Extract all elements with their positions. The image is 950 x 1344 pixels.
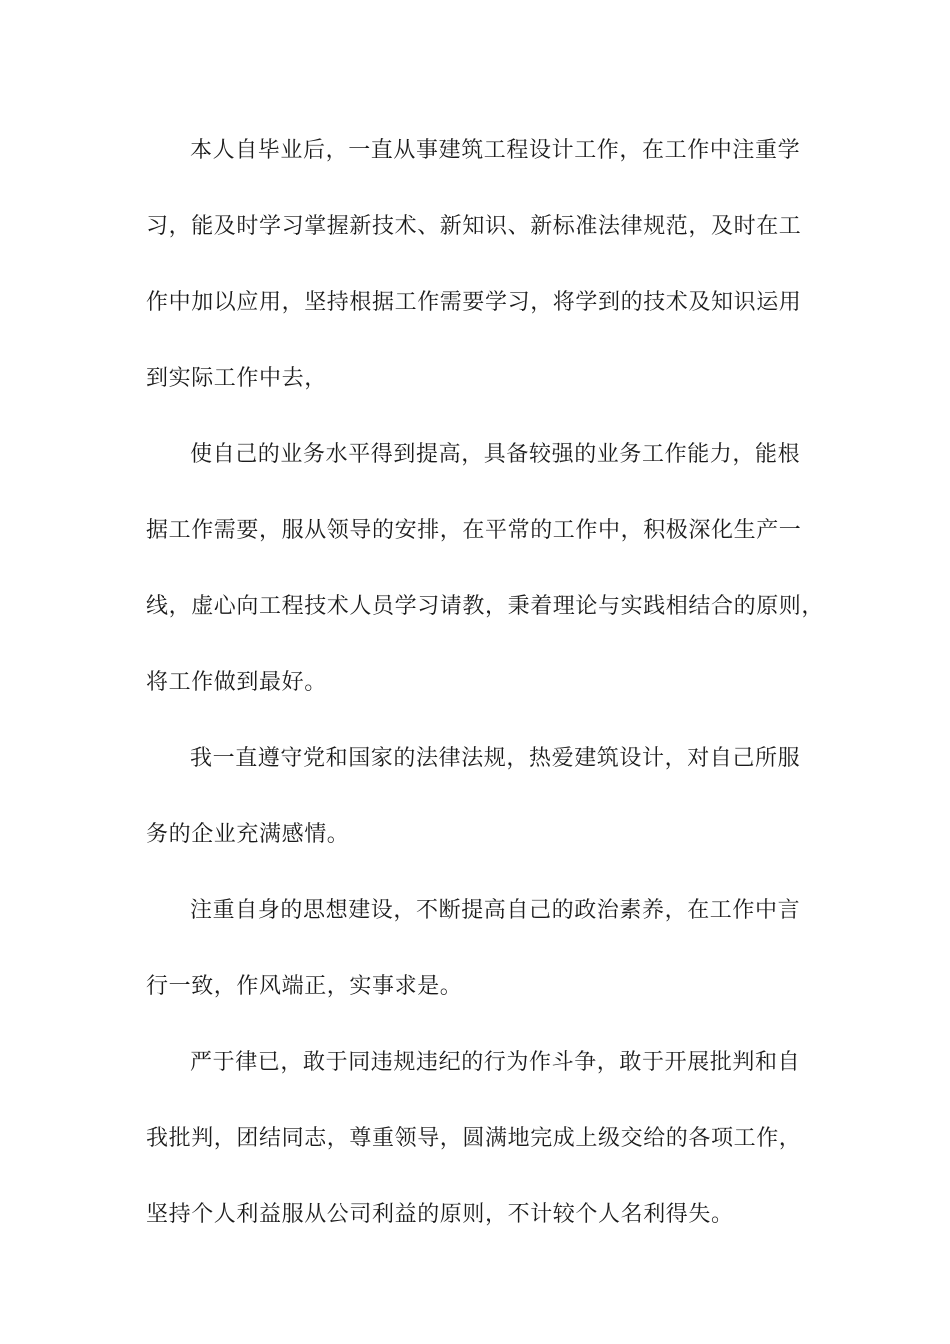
paragraph-5 [146,1025,802,1253]
paragraph-1 [146,113,802,417]
text-line: 注重自身的思想建设，不断提高自己的政治素养，在工作中言 [190,898,801,923]
text-line: 我批判，团结同志，尊重领导，圆满地完成上级交给的各项工作， [146,1126,802,1151]
text-line: 习，能及时学习掌握新技术、新知识、新标准法律规范，及时在工 [146,214,802,239]
text-line: 使自己的业务水平得到提高，具备较强的业务工作能力，能根 [190,442,801,467]
text-line: 将工作做到最好。 [146,670,327,695]
text-line: 我一直遵守党和国家的法律法规，热爱建筑设计，对自己所服 [190,746,801,771]
text-line: 务的企业充满感情。 [146,822,350,847]
paragraph-4 [146,873,801,1025]
text-line: 本人自毕业后，一直从事建筑工程设计工作，在工作中注重学 [190,138,801,163]
document-body [146,113,825,1253]
text-line: 线，虚心向工程技术人员学习请教，秉着理论与实践相结合的原则， [146,594,825,619]
paragraph-2 [146,417,825,721]
text-line: 据工作需要，服从领导的安排，在平常的工作中，积极深化生产一 [146,518,802,543]
text-line: 严于律已，敢于同违规违纪的行为作斗争，敢于开展批判和自 [190,1050,801,1075]
text-line: 行一致，作风端正，实事求是。 [146,974,463,999]
text-line: 到实际工作中去， [146,366,327,391]
paragraph-3 [146,721,801,873]
text-line: 作中加以应用，坚持根据工作需要学习，将学到的技术及知识运用 [146,290,802,315]
text-line: 坚持个人利益服从公司利益的原则，不计较个人名利得失。 [146,1202,734,1227]
